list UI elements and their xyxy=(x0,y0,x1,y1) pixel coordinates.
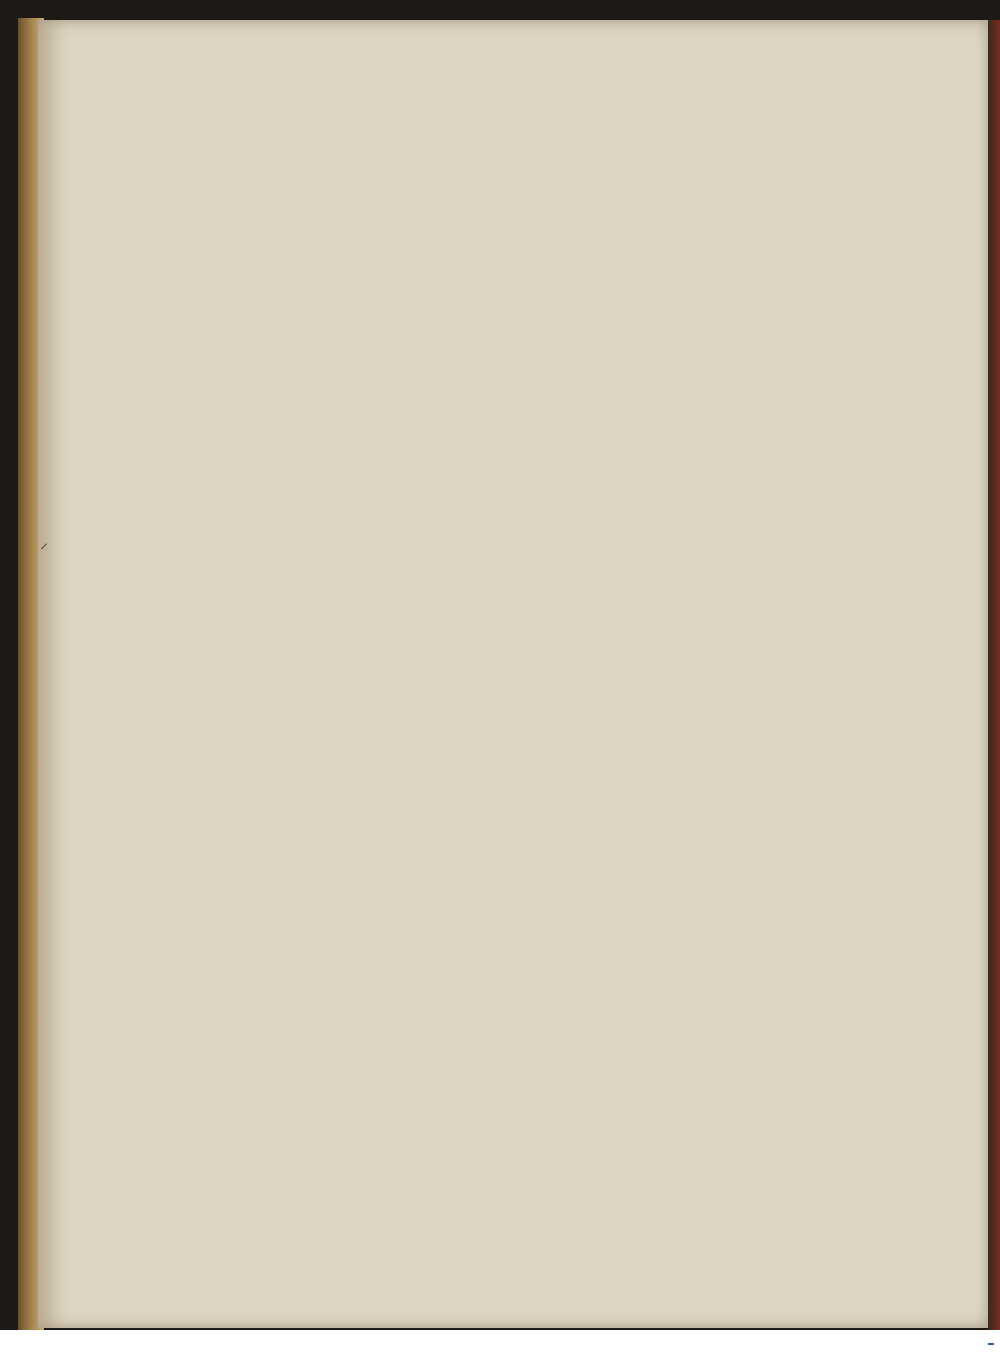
ink-mark: ⸝ xyxy=(40,533,49,552)
page-edge xyxy=(988,20,1000,1330)
footer-credit xyxy=(984,1337,994,1351)
book-page xyxy=(38,20,990,1328)
dfg-logo xyxy=(988,1343,994,1345)
